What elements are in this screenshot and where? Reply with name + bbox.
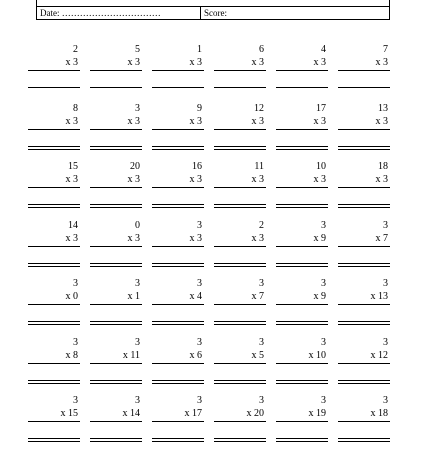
multiplication-problem bbox=[152, 395, 204, 445]
multiplication-problem bbox=[338, 44, 390, 94]
answer-line[interactable] bbox=[90, 146, 142, 147]
product-rule bbox=[276, 187, 328, 188]
product-rule bbox=[338, 363, 390, 364]
multiplicand: 3 bbox=[321, 395, 326, 406]
multiplier: x 12 bbox=[370, 349, 388, 361]
multiplicand: 3 bbox=[259, 336, 264, 348]
multiplication-problem bbox=[276, 337, 328, 387]
answer-underline bbox=[152, 383, 204, 384]
answer-underline bbox=[338, 324, 390, 325]
multiplier: x 3 bbox=[189, 57, 202, 68]
multiplier: x 3 bbox=[375, 57, 388, 68]
product-rule bbox=[90, 304, 142, 305]
answer-line[interactable] bbox=[28, 438, 80, 439]
multiplication-problem bbox=[28, 44, 80, 94]
answer-underline bbox=[28, 441, 80, 442]
multiplier: x 18 bbox=[370, 408, 388, 419]
answer-underline bbox=[276, 149, 328, 150]
answer-underline bbox=[338, 149, 390, 150]
multiplicand: 3 bbox=[321, 336, 326, 348]
multiplication-problem bbox=[28, 337, 80, 387]
multiplier: x 3 bbox=[127, 232, 140, 244]
multiplier: x 4 bbox=[189, 291, 202, 302]
multiplicand: 3 bbox=[197, 395, 202, 406]
multiplier: x 13 bbox=[370, 291, 388, 302]
product-rule bbox=[276, 304, 328, 305]
answer-underline bbox=[90, 324, 142, 325]
product-rule bbox=[276, 246, 328, 247]
multiplicand: 16 bbox=[192, 161, 202, 172]
problem-row bbox=[28, 274, 396, 333]
product-rule bbox=[28, 363, 80, 364]
multiplication-problem bbox=[214, 278, 266, 328]
multiplicand: 3 bbox=[321, 278, 326, 289]
multiplier: x 11 bbox=[122, 349, 140, 361]
multiplication-problem bbox=[338, 161, 390, 211]
product-rule bbox=[276, 70, 328, 71]
problem-row bbox=[28, 99, 396, 158]
multiplication-problem bbox=[276, 103, 328, 153]
answer-underline bbox=[276, 383, 328, 384]
answer-underline bbox=[276, 266, 328, 267]
answer-underline bbox=[28, 207, 80, 208]
multiplier: x 3 bbox=[65, 57, 78, 68]
multiplication-problem bbox=[28, 161, 80, 211]
answer-line[interactable] bbox=[90, 321, 142, 322]
answer-underline bbox=[28, 266, 80, 267]
multiplicand: 5 bbox=[135, 44, 140, 55]
answer-underline bbox=[338, 383, 390, 384]
multiplier: x 3 bbox=[313, 57, 326, 68]
multiplier: x 17 bbox=[184, 408, 202, 419]
answer-line[interactable] bbox=[152, 146, 204, 147]
multiplier: x 3 bbox=[65, 115, 78, 127]
multiplicand: 3 bbox=[321, 219, 326, 231]
multiplicand: 0 bbox=[135, 219, 140, 231]
answer-line[interactable] bbox=[152, 321, 204, 322]
multiplication-problem bbox=[276, 278, 328, 328]
multiplicand: 3 bbox=[135, 395, 140, 406]
multiplicand: 11 bbox=[254, 161, 264, 172]
problem-grid bbox=[28, 40, 396, 450]
answer-underline bbox=[338, 441, 390, 442]
answer-line[interactable] bbox=[338, 438, 390, 439]
multiplicand: 3 bbox=[73, 395, 78, 406]
multiplicand: 13 bbox=[378, 102, 388, 114]
product-rule bbox=[90, 129, 142, 130]
answer-underline bbox=[90, 149, 142, 150]
multiplier: x 7 bbox=[375, 232, 388, 244]
answer-line[interactable] bbox=[338, 380, 390, 381]
multiplicand: 8 bbox=[73, 102, 78, 114]
multiplication-problem bbox=[214, 337, 266, 387]
multiplication-problem bbox=[214, 220, 266, 270]
multiplication-problem bbox=[276, 44, 328, 94]
answer-line[interactable] bbox=[276, 146, 328, 147]
answer-line[interactable] bbox=[276, 263, 328, 264]
answer-underline bbox=[90, 266, 142, 267]
answer-underline bbox=[214, 266, 266, 267]
answer-line[interactable] bbox=[90, 438, 142, 439]
multiplicand: 9 bbox=[197, 102, 202, 114]
multiplication-problem bbox=[28, 103, 80, 153]
product-rule bbox=[338, 70, 390, 71]
answer-line[interactable] bbox=[214, 263, 266, 264]
answer-line[interactable] bbox=[90, 380, 142, 381]
product-rule bbox=[276, 129, 328, 130]
answer-line[interactable] bbox=[214, 87, 266, 88]
multiplication-problem bbox=[90, 337, 142, 387]
multiplication-problem bbox=[338, 337, 390, 387]
multiplicand: 3 bbox=[197, 219, 202, 231]
product-rule bbox=[90, 246, 142, 247]
multiplier: x 14 bbox=[122, 408, 140, 419]
multiplier: x 19 bbox=[308, 408, 326, 419]
multiplicand: 3 bbox=[197, 278, 202, 289]
answer-underline bbox=[28, 324, 80, 325]
problem-row bbox=[28, 216, 396, 275]
problem-row bbox=[28, 157, 396, 216]
multiplication-problem bbox=[338, 278, 390, 328]
multiplication-problem bbox=[152, 278, 204, 328]
answer-underline bbox=[214, 149, 266, 150]
multiplicand: 18 bbox=[378, 161, 388, 172]
product-rule bbox=[28, 129, 80, 130]
answer-underline bbox=[28, 383, 80, 384]
multiplicand: 4 bbox=[321, 44, 326, 55]
multiplicand: 20 bbox=[130, 161, 140, 172]
answer-underline bbox=[90, 383, 142, 384]
answer-underline bbox=[276, 207, 328, 208]
multiplier: x 3 bbox=[189, 232, 202, 244]
multiplier: x 10 bbox=[308, 349, 326, 361]
multiplier: x 6 bbox=[189, 349, 202, 361]
multiplication-problem bbox=[152, 161, 204, 211]
multiplication-problem bbox=[338, 220, 390, 270]
answer-line[interactable] bbox=[90, 87, 142, 88]
product-rule bbox=[152, 129, 204, 130]
product-rule bbox=[214, 421, 266, 422]
problem-row bbox=[28, 40, 396, 99]
multiplier: x 3 bbox=[375, 115, 388, 127]
multiplicand: 3 bbox=[259, 395, 264, 406]
multiplication-problem bbox=[152, 220, 204, 270]
multiplication-problem bbox=[214, 103, 266, 153]
multiplicand: 3 bbox=[383, 278, 388, 289]
multiplicand: 15 bbox=[68, 161, 78, 172]
answer-line[interactable] bbox=[276, 321, 328, 322]
answer-underline bbox=[90, 441, 142, 442]
product-rule bbox=[214, 246, 266, 247]
multiplier: x 3 bbox=[127, 115, 140, 127]
answer-line[interactable] bbox=[152, 204, 204, 205]
multiplicand: 3 bbox=[73, 336, 78, 348]
answer-line[interactable] bbox=[276, 380, 328, 381]
product-rule bbox=[152, 421, 204, 422]
product-rule bbox=[214, 70, 266, 71]
product-rule bbox=[152, 246, 204, 247]
multiplication-problem bbox=[90, 278, 142, 328]
answer-line[interactable] bbox=[28, 146, 80, 147]
multiplicand: 3 bbox=[73, 278, 78, 289]
answer-line[interactable] bbox=[28, 87, 80, 88]
header-divider bbox=[36, 6, 390, 7]
multiplication-problem bbox=[90, 103, 142, 153]
product-rule bbox=[152, 363, 204, 364]
problem-row bbox=[28, 333, 396, 392]
multiplication-problem bbox=[214, 44, 266, 94]
multiplier: x 15 bbox=[60, 408, 78, 419]
answer-line[interactable] bbox=[214, 146, 266, 147]
product-rule bbox=[90, 421, 142, 422]
product-rule bbox=[28, 70, 80, 71]
answer-line[interactable] bbox=[90, 263, 142, 264]
answer-underline bbox=[152, 266, 204, 267]
multiplicand: 3 bbox=[383, 395, 388, 406]
multiplication-problem bbox=[338, 103, 390, 153]
problem-row bbox=[28, 391, 396, 450]
product-rule bbox=[338, 187, 390, 188]
multiplicand: 3 bbox=[383, 219, 388, 231]
answer-line[interactable] bbox=[90, 204, 142, 205]
header-split bbox=[200, 6, 201, 20]
multiplication-problem bbox=[28, 220, 80, 270]
multiplicand: 7 bbox=[383, 44, 388, 55]
product-rule bbox=[28, 421, 80, 422]
multiplier: x 0 bbox=[65, 291, 78, 302]
multiplicand: 3 bbox=[259, 278, 264, 289]
answer-underline bbox=[214, 383, 266, 384]
answer-line[interactable] bbox=[152, 263, 204, 264]
answer-line[interactable] bbox=[276, 87, 328, 88]
multiplier: x 5 bbox=[251, 349, 264, 361]
multiplicand: 2 bbox=[259, 219, 264, 231]
product-rule bbox=[152, 304, 204, 305]
multiplier: x 3 bbox=[65, 174, 78, 185]
product-rule bbox=[214, 129, 266, 130]
multiplication-problem bbox=[28, 278, 80, 328]
multiplier: x 7 bbox=[251, 291, 264, 302]
answer-underline bbox=[152, 324, 204, 325]
multiplier: x 9 bbox=[313, 291, 326, 302]
multiplicand: 12 bbox=[254, 102, 264, 114]
multiplier: x 3 bbox=[251, 57, 264, 68]
product-rule bbox=[152, 187, 204, 188]
answer-underline bbox=[338, 266, 390, 267]
answer-line[interactable] bbox=[152, 87, 204, 88]
answer-underline bbox=[28, 149, 80, 150]
multiplication-problem bbox=[90, 395, 142, 445]
answer-line[interactable] bbox=[338, 321, 390, 322]
answer-line[interactable] bbox=[214, 321, 266, 322]
answer-underline bbox=[214, 207, 266, 208]
product-rule bbox=[338, 246, 390, 247]
multiplication-problem bbox=[276, 220, 328, 270]
multiplicand: 3 bbox=[135, 278, 140, 289]
product-rule bbox=[214, 304, 266, 305]
multiplier: x 20 bbox=[246, 408, 264, 419]
product-rule bbox=[90, 363, 142, 364]
answer-underline bbox=[152, 441, 204, 442]
multiplication-problem bbox=[28, 395, 80, 445]
multiplicand: 14 bbox=[68, 219, 78, 231]
answer-line[interactable] bbox=[28, 204, 80, 205]
answer-line[interactable] bbox=[276, 438, 328, 439]
multiplier: x 3 bbox=[65, 232, 78, 244]
product-rule bbox=[338, 421, 390, 422]
product-rule bbox=[276, 421, 328, 422]
product-rule bbox=[214, 363, 266, 364]
multiplier: x 1 bbox=[127, 291, 140, 302]
multiplication-problem bbox=[276, 395, 328, 445]
answer-line[interactable] bbox=[28, 321, 80, 322]
multiplicand: 3 bbox=[135, 102, 140, 114]
multiplier: x 3 bbox=[251, 115, 264, 127]
answer-underline bbox=[338, 207, 390, 208]
date-label: Date: …………………………… bbox=[40, 8, 161, 18]
multiplication-problem bbox=[90, 44, 142, 94]
multiplication-problem bbox=[90, 220, 142, 270]
multiplicand: 17 bbox=[316, 102, 326, 114]
multiplier: x 3 bbox=[251, 232, 264, 244]
product-rule bbox=[276, 363, 328, 364]
product-rule bbox=[338, 304, 390, 305]
multiplier: x 3 bbox=[251, 174, 264, 185]
answer-line[interactable] bbox=[276, 204, 328, 205]
multiplicand: 3 bbox=[383, 336, 388, 348]
answer-line[interactable] bbox=[28, 380, 80, 381]
answer-underline bbox=[90, 207, 142, 208]
multiplication-problem bbox=[90, 161, 142, 211]
answer-line[interactable] bbox=[338, 263, 390, 264]
answer-line[interactable] bbox=[152, 380, 204, 381]
answer-line[interactable] bbox=[152, 438, 204, 439]
answer-line[interactable] bbox=[338, 87, 390, 88]
answer-line[interactable] bbox=[28, 263, 80, 264]
multiplier: x 9 bbox=[313, 232, 326, 244]
product-rule bbox=[28, 304, 80, 305]
product-rule bbox=[28, 246, 80, 247]
answer-line[interactable] bbox=[214, 438, 266, 439]
answer-underline bbox=[276, 324, 328, 325]
multiplier: x 3 bbox=[189, 115, 202, 127]
answer-underline bbox=[152, 149, 204, 150]
multiplication-problem bbox=[214, 161, 266, 211]
answer-underline bbox=[214, 324, 266, 325]
multiplication-problem bbox=[152, 44, 204, 94]
score-label: Score: bbox=[204, 8, 227, 18]
multiplier: x 3 bbox=[375, 174, 388, 185]
multiplication-problem bbox=[152, 337, 204, 387]
answer-line[interactable] bbox=[338, 146, 390, 147]
product-rule bbox=[90, 70, 142, 71]
product-rule bbox=[152, 70, 204, 71]
multiplier: x 3 bbox=[313, 115, 326, 127]
answer-line[interactable] bbox=[338, 204, 390, 205]
product-rule bbox=[90, 187, 142, 188]
multiplicand: 10 bbox=[316, 161, 326, 172]
answer-line[interactable] bbox=[214, 204, 266, 205]
answer-underline bbox=[152, 207, 204, 208]
multiplicand: 1 bbox=[197, 44, 202, 55]
multiplicand: 3 bbox=[197, 336, 202, 348]
answer-underline bbox=[214, 441, 266, 442]
multiplier: x 3 bbox=[127, 57, 140, 68]
multiplier: x 3 bbox=[313, 174, 326, 185]
product-rule bbox=[214, 187, 266, 188]
multiplicand: 6 bbox=[259, 44, 264, 55]
multiplier: x 8 bbox=[65, 349, 78, 361]
answer-line[interactable] bbox=[214, 380, 266, 381]
multiplication-problem bbox=[152, 103, 204, 153]
multiplicand: 2 bbox=[73, 44, 78, 55]
multiplication-problem bbox=[276, 161, 328, 211]
answer-underline bbox=[276, 441, 328, 442]
product-rule bbox=[28, 187, 80, 188]
multiplier: x 3 bbox=[189, 174, 202, 185]
multiplication-problem bbox=[338, 395, 390, 445]
product-rule bbox=[338, 129, 390, 130]
multiplication-problem bbox=[214, 395, 266, 445]
multiplicand: 3 bbox=[135, 336, 140, 348]
multiplier: x 3 bbox=[127, 174, 140, 185]
